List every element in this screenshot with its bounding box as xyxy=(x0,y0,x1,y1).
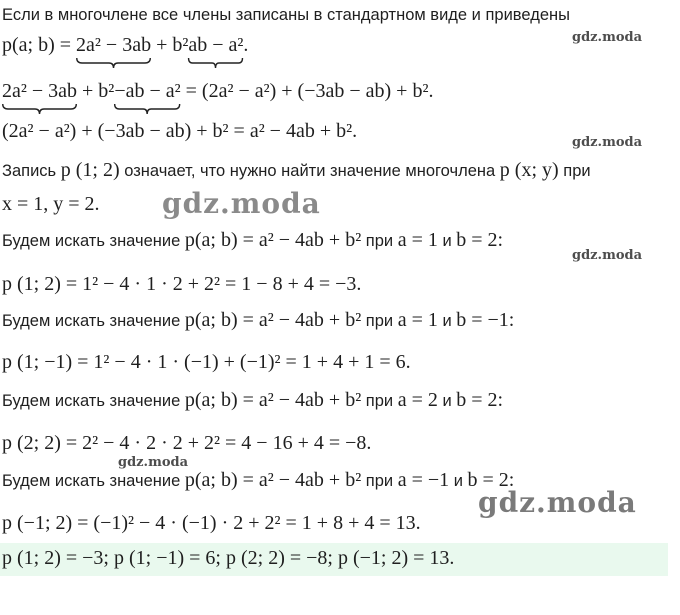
search-poly: p(a; b) = a² − 4ab + b² xyxy=(184,469,362,491)
group-1-text: 2a² − 3ab xyxy=(76,34,152,56)
case-4-b: b = 2: xyxy=(467,469,515,491)
group-4-text: −ab − a² xyxy=(114,80,181,102)
watermark: gdz.moda xyxy=(118,455,189,470)
case-4-label xyxy=(2,469,514,492)
case-3-label xyxy=(2,389,503,412)
search-and: и xyxy=(437,312,457,330)
watermark: gdz.moda xyxy=(572,30,643,45)
expression-dot: . xyxy=(243,34,249,56)
search-at: при xyxy=(361,392,398,410)
watermark-large: gdz.moda xyxy=(478,486,637,519)
case-4-a: a = −1 xyxy=(397,469,450,491)
case-2-a: a = 1 xyxy=(397,309,438,331)
case-4-result: p (−1; 2) = (−1)² − 4 · (−1) · 2 + 2² = 1 + 8 + 4 = 13. xyxy=(2,512,421,534)
group-2-text: ab − a² xyxy=(188,34,244,56)
case-2-result: p (1; −1) = 1² − 4 · 1 · (−1) + (−1)² = 1 + 4 + 1 = 6. xyxy=(2,351,411,373)
case-1-a: a = 1 xyxy=(397,229,438,251)
search-label: Будем искать значение xyxy=(2,472,185,490)
means-math-1: p (1; 2) xyxy=(60,159,120,181)
case-3-b: b = 2: xyxy=(456,389,504,411)
evaluation-statement xyxy=(2,159,591,182)
grouping-plus: + b² xyxy=(77,80,115,102)
underbrace-group-3 xyxy=(2,80,77,103)
means-text-2: означает, что нужно найти значение многочлена xyxy=(119,162,500,180)
watermark-large: gdz.moda xyxy=(162,187,321,220)
expression-lhs: p(a; b) = xyxy=(2,34,77,56)
underbrace-group-4 xyxy=(114,80,180,103)
grouping-equation xyxy=(2,80,433,103)
expression-plus: + b² xyxy=(151,34,189,56)
search-label: Будем искать значение xyxy=(2,392,185,410)
search-label: Будем искать значение xyxy=(2,312,185,330)
intro-line: Если в многочлене все члены записаны в стандартном виде и приведены xyxy=(2,6,570,24)
search-at: при xyxy=(361,312,398,330)
search-label: Будем искать значение xyxy=(2,232,185,250)
search-poly: p(a; b) = a² − 4ab + b² xyxy=(184,309,362,331)
watermark: gdz.moda xyxy=(572,135,643,150)
simplified-equation: (2a² − a²) + (−3ab − ab) + b² = a² − 4ab + b². xyxy=(2,120,358,142)
search-and: и xyxy=(449,472,468,490)
search-at: при xyxy=(361,232,398,250)
case-3-a: a = 2 xyxy=(397,389,438,411)
case-2-b: b = −1: xyxy=(456,309,515,331)
case-1-result: p (1; 2) = 1² − 4 · 1 · 2 + 2² = 1 − 8 + 4 = −3. xyxy=(2,273,362,295)
search-and: и xyxy=(437,232,457,250)
means-text-1: Запись xyxy=(2,162,61,180)
grouping-rest: = (2a² − a²) + (−3ab − ab) + b². xyxy=(180,80,434,102)
watermark: gdz.moda xyxy=(572,248,643,263)
underbrace-group-2 xyxy=(188,34,243,57)
search-at: при xyxy=(361,472,398,490)
underbrace-icon xyxy=(188,57,243,69)
search-and: и xyxy=(437,392,457,410)
means-text-3: при xyxy=(558,162,591,180)
underbrace-group-1 xyxy=(76,34,151,57)
search-poly: p(a; b) = a² − 4ab + b² xyxy=(184,389,362,411)
case-1-label xyxy=(2,229,503,252)
case-2-label xyxy=(2,309,514,332)
group-3-text: 2a² − 3ab xyxy=(2,80,78,102)
underbrace-icon xyxy=(76,57,151,69)
search-poly: p(a; b) = a² − 4ab + b² xyxy=(184,229,362,251)
means-math-2: p (x; y) xyxy=(499,159,559,181)
underbrace-icon xyxy=(114,103,180,115)
xy-values: x = 1, y = 2. xyxy=(2,193,100,215)
case-1-b: b = 2: xyxy=(456,229,504,251)
underbrace-icon xyxy=(2,103,77,115)
expression-line xyxy=(2,34,248,57)
case-3-result: p (2; 2) = 2² − 4 · 2 · 2 + 2² = 4 − 16 + 4 = −8. xyxy=(2,432,372,454)
final-answer: p (1; 2) = −3; p (1; −1) = 6; p (2; 2) = −8; p (−1; 2) = 13. xyxy=(2,547,455,569)
